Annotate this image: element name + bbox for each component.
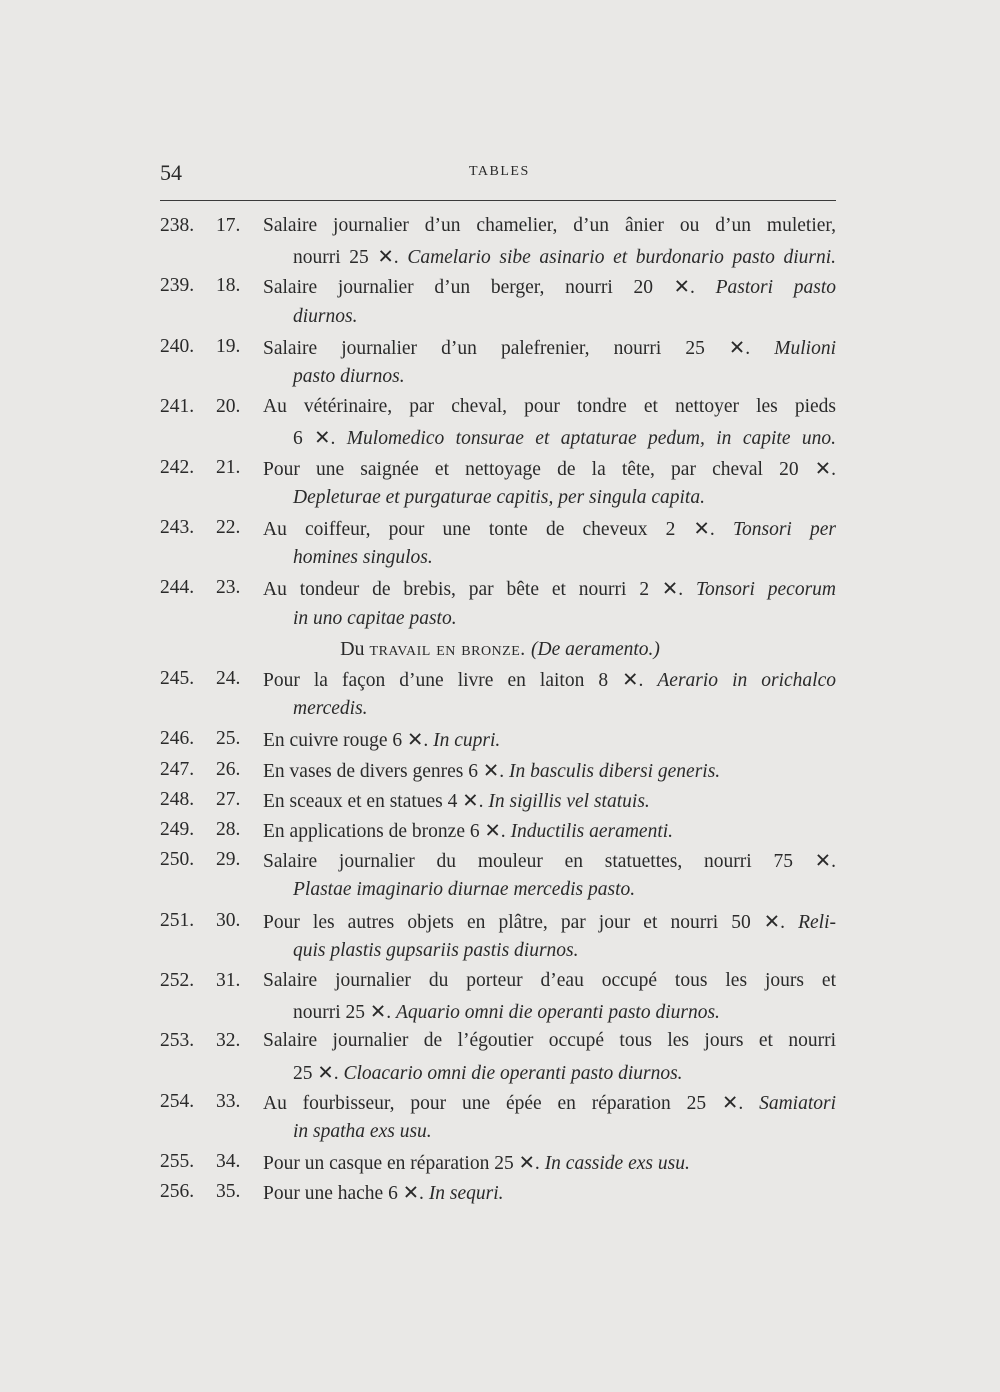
latin-text: Reli- bbox=[798, 911, 837, 933]
entry-line bbox=[0, 819, 1000, 851]
entry-text bbox=[263, 577, 836, 601]
global-entry-number: 239. bbox=[160, 275, 195, 297]
local-entry-number: 33. bbox=[216, 1090, 241, 1112]
latin-text: Mulioni bbox=[774, 337, 836, 359]
entry-continuation-line bbox=[0, 306, 1000, 338]
french-text: Salaire journalier du porteur d’eau occupé tous les jours et bbox=[263, 970, 836, 991]
global-entry-number: 253. bbox=[160, 1030, 195, 1052]
heading-latin: (De aeramento.) bbox=[531, 638, 660, 660]
latin-text: Mulomedico tonsurae et aptaturae pedum, in capite uno. bbox=[346, 428, 837, 450]
latin-text: Tonsori pecorum bbox=[696, 579, 836, 601]
local-entry-number: 31. bbox=[216, 970, 241, 991]
global-entry-number: 238. bbox=[160, 215, 195, 236]
global-entry-number: 244. bbox=[160, 577, 195, 599]
entry-text bbox=[263, 215, 836, 237]
global-entry-number: 250. bbox=[160, 849, 195, 871]
entry-line bbox=[0, 396, 1000, 428]
local-entry-number: 34. bbox=[216, 1151, 241, 1173]
french-text: Salaire journalier d’un chamelier, d’un ânier ou d’un muletier, bbox=[263, 215, 836, 236]
entry-text bbox=[293, 879, 836, 901]
latin-text: Plastae imaginario diurnae mercedis pasto. bbox=[293, 879, 636, 901]
latin-text: diurnos. bbox=[293, 305, 358, 327]
header-rule bbox=[160, 200, 836, 201]
local-entry-number: 30. bbox=[216, 909, 241, 931]
entry-continuation-line bbox=[0, 1000, 1000, 1032]
entry-text bbox=[263, 668, 836, 692]
global-entry-number: 247. bbox=[160, 758, 195, 780]
entry-continuation-line bbox=[0, 245, 1000, 277]
entry-continuation-line bbox=[0, 547, 1000, 579]
global-entry-number: 243. bbox=[160, 517, 195, 538]
global-entry-number: 256. bbox=[160, 1181, 195, 1203]
global-entry-number: 252. bbox=[160, 970, 195, 991]
global-entry-number: 251. bbox=[160, 909, 195, 931]
local-entry-number: 29. bbox=[216, 849, 241, 871]
local-entry-number: 22. bbox=[216, 517, 241, 538]
entry-text bbox=[263, 910, 836, 934]
local-entry-number: 24. bbox=[216, 668, 241, 689]
latin-text: Depleturae et purgaturae capitis, per singula capita. bbox=[293, 486, 705, 508]
entry-text bbox=[263, 1030, 836, 1052]
latin-text: In sequri. bbox=[428, 1183, 504, 1205]
local-entry-number: 23. bbox=[216, 577, 241, 599]
entry-text bbox=[293, 1121, 836, 1143]
global-entry-number: 242. bbox=[160, 456, 195, 478]
entry-line bbox=[0, 910, 1000, 942]
entry-text bbox=[263, 275, 836, 299]
french-text: Pour la façon d’une livre en laiton 8 ✕. bbox=[263, 670, 644, 691]
entry-text bbox=[293, 366, 836, 388]
latin-text: Tonsori per bbox=[732, 519, 837, 540]
entry-continuation-line bbox=[0, 608, 1000, 640]
entry-text bbox=[293, 698, 836, 720]
entry-text bbox=[293, 608, 836, 630]
french-text: Au tondeur de brebis, par bête et nourri 2 ✕. bbox=[263, 579, 684, 601]
global-entry-number: 254. bbox=[160, 1090, 195, 1112]
global-entry-number: 248. bbox=[160, 788, 195, 810]
entry-continuation-line bbox=[0, 698, 1000, 730]
latin-text: Cloacario omni die operanti pasto diurnos. bbox=[343, 1062, 683, 1084]
french-text: Au vétérinaire, par cheval, pour tondre et nettoyer les pieds bbox=[263, 396, 836, 418]
entry-line bbox=[0, 275, 1000, 307]
entry-text bbox=[293, 1000, 836, 1024]
local-entry-number: 21. bbox=[216, 456, 241, 478]
entry-line bbox=[0, 457, 1000, 489]
french-text: Salaire journalier de l’égoutier occupé tous les jours et nourri bbox=[263, 1030, 836, 1052]
local-entry-number: 25. bbox=[216, 728, 241, 750]
entry-line bbox=[0, 668, 1000, 700]
entry-line bbox=[0, 1030, 1000, 1062]
latin-text: In casside exs usu. bbox=[544, 1153, 690, 1175]
global-entry-number: 249. bbox=[160, 819, 195, 840]
entry-text bbox=[293, 487, 836, 509]
french-text: Pour les autres objets en plâtre, par jour et nourri 50 ✕. bbox=[263, 911, 786, 933]
entry-text bbox=[263, 396, 836, 418]
latin-text: in spatha exs usu. bbox=[293, 1121, 432, 1142]
entry-text bbox=[293, 1061, 836, 1085]
latin-text: pasto diurnos. bbox=[293, 366, 405, 387]
french-text: En sceaux et en statues 4 ✕. bbox=[263, 790, 484, 812]
entry-line bbox=[0, 215, 1000, 247]
entry-continuation-line bbox=[0, 426, 1000, 458]
heading-word: Du bbox=[340, 637, 370, 660]
latin-text: homines singulos. bbox=[293, 547, 433, 569]
latin-text: In cupri. bbox=[433, 730, 501, 752]
entry-text bbox=[263, 517, 836, 541]
entry-line bbox=[0, 1181, 1000, 1213]
global-entry-number: 245. bbox=[160, 668, 195, 689]
entry-text bbox=[263, 849, 836, 873]
local-entry-number: 35. bbox=[216, 1181, 241, 1203]
entry-continuation-line bbox=[0, 1061, 1000, 1093]
french-text: Au fourbisseur, pour une épée en réparation 25 ✕. bbox=[263, 1092, 744, 1114]
entry-line bbox=[0, 336, 1000, 368]
french-text: Salaire journalier d’un berger, nourri 20 ✕. bbox=[263, 277, 695, 299]
section-heading bbox=[0, 638, 1000, 661]
latin-text: Aerario in orichalco bbox=[657, 670, 836, 691]
global-entry-number: 240. bbox=[160, 335, 195, 357]
entry-text bbox=[293, 245, 836, 269]
local-entry-number: 27. bbox=[216, 788, 241, 810]
global-entry-number: 241. bbox=[160, 396, 195, 418]
entry-line bbox=[0, 1091, 1000, 1123]
entry-text bbox=[293, 940, 836, 962]
local-entry-number: 26. bbox=[216, 758, 241, 780]
french-text: Pour une saignée et nettoyage de la tête, par cheval 20 ✕. bbox=[263, 458, 836, 480]
entry-continuation-line bbox=[0, 879, 1000, 911]
local-entry-number: 28. bbox=[216, 819, 241, 840]
entry-text bbox=[263, 1091, 836, 1115]
entry-continuation-line bbox=[0, 1121, 1000, 1153]
entry-text bbox=[263, 819, 836, 843]
latin-text: Aquario omni die operanti pasto diurnos. bbox=[396, 1002, 720, 1024]
entry-line bbox=[0, 849, 1000, 881]
entry-line bbox=[0, 789, 1000, 821]
entry-continuation-line bbox=[0, 487, 1000, 519]
entry-text bbox=[263, 336, 836, 360]
french-text: Salaire journalier d’un palefrenier, nourri 25 ✕. bbox=[263, 337, 751, 359]
page-number: 54 bbox=[160, 160, 182, 185]
entry-line bbox=[0, 1151, 1000, 1183]
local-entry-number: 20. bbox=[216, 396, 241, 418]
entry-continuation-line bbox=[0, 940, 1000, 972]
entry-text bbox=[263, 789, 836, 813]
local-entry-number: 19. bbox=[216, 335, 241, 357]
entry-text bbox=[263, 1181, 836, 1205]
entry-line bbox=[0, 517, 1000, 549]
french-text: Pour une hache 6 ✕. bbox=[263, 1183, 424, 1205]
latin-text: Samiatori bbox=[759, 1092, 837, 1114]
global-entry-number: 255. bbox=[160, 1151, 195, 1173]
latin-text: In basculis dibersi generis. bbox=[508, 760, 721, 782]
french-text: En cuivre rouge 6 ✕. bbox=[263, 730, 429, 752]
latin-text: in uno capitae pasto. bbox=[293, 607, 457, 629]
global-entry-number: 246. bbox=[160, 728, 195, 750]
french-text: nourri 25 ✕. bbox=[293, 247, 399, 269]
latin-text: Inductilis aeramenti. bbox=[510, 821, 674, 842]
entry-text bbox=[263, 457, 836, 481]
entry-line bbox=[0, 970, 1000, 1002]
running-title: TABLES bbox=[469, 164, 530, 179]
latin-text: mercedis. bbox=[293, 698, 368, 720]
french-text: 25 ✕. bbox=[293, 1062, 339, 1084]
french-text: En applications de bronze 6 ✕. bbox=[263, 821, 506, 842]
local-entry-number: 32. bbox=[216, 1030, 241, 1052]
entry-text bbox=[263, 1151, 836, 1175]
french-text: Salaire journalier du mouleur en statuettes, nourri 75 ✕. bbox=[263, 851, 836, 873]
local-entry-number: 17. bbox=[216, 215, 241, 236]
latin-text: Pastori pasto bbox=[715, 277, 837, 299]
entry-text bbox=[263, 970, 836, 992]
french-text: nourri 25 ✕. bbox=[293, 1002, 392, 1024]
heading-smallcaps: travail en bronze. bbox=[369, 638, 532, 660]
latin-text: Camelario sibe asinario et burdonario pasto diurni. bbox=[407, 247, 837, 269]
french-text: Au coiffeur, pour une tonte de cheveux 2 ✕. bbox=[263, 519, 715, 540]
entry-text bbox=[263, 728, 836, 752]
french-text: En vases de divers genres 6 ✕. bbox=[263, 760, 505, 782]
french-text: Pour un casque en réparation 25 ✕. bbox=[263, 1153, 540, 1175]
local-entry-number: 18. bbox=[216, 275, 241, 297]
entry-line bbox=[0, 577, 1000, 609]
entry-text bbox=[293, 547, 836, 569]
entry-text bbox=[293, 426, 836, 450]
entry-line bbox=[0, 728, 1000, 760]
french-text: 6 ✕. bbox=[293, 428, 336, 450]
entry-text bbox=[263, 759, 836, 783]
entry-line bbox=[0, 759, 1000, 791]
entry-continuation-line bbox=[0, 366, 1000, 398]
entry-text bbox=[293, 306, 836, 328]
latin-text: quis plastis gupsariis pastis diurnos. bbox=[293, 939, 579, 961]
latin-text: In sigillis vel statuis. bbox=[488, 790, 650, 812]
